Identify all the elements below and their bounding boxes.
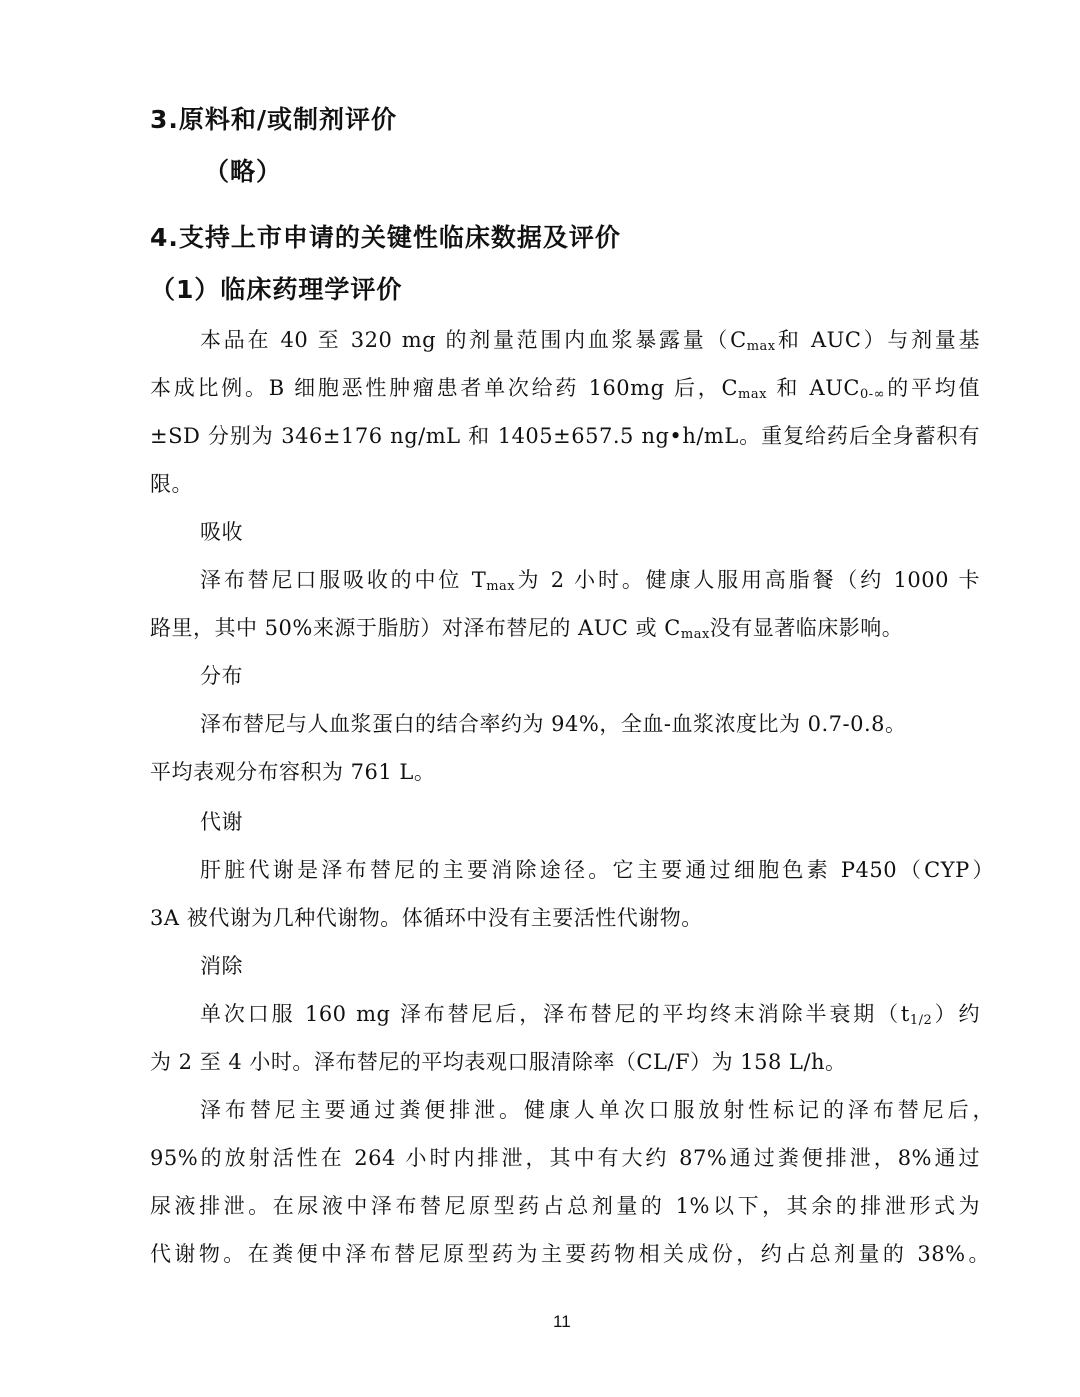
intro-line-3: ±SD 分别为 346±176 ng/mL 和 1405±657.5 ng•h/mL。重复给药后全身蓄积有 [150,424,980,448]
intro-line-1: 本品在 40 至 320 mg 的剂量范围内血浆暴露量（$C_{max}$和 AUC）与剂量基 [200,328,981,354]
elimination-line-2: 为 2 至 4 小时。泽布替尼的平均表观口服清除率（CL/F）为 158 L/h。 [150,1050,847,1074]
absorption-heading: 吸收 [200,520,243,544]
section-3-title: 3.原料和/或制剂评价 [150,105,398,134]
intro-line-2: 本成比例。B 细胞恶性肿瘤患者单次给药 160mg 后，$C_{max}$ 和 $AUC_{0-\infty}$的平均值 [150,376,980,402]
page-number: 11 [553,1312,571,1331]
elimination-line-1: 单次口服 160 mg 泽布替尼后，泽布替尼的平均终末消除半衰期$(t_{1/2})$约 [200,1002,981,1028]
elimination-heading: 消除 [200,954,243,978]
absorption-line-2: 路里，其中 50%来源于脂肪）对泽布替尼的 AUC 或 $C_{max}$没有显著临床影响。 [150,616,904,642]
distribution-line-2: 平均表观分布容积为 761 L。 [150,760,436,784]
excretion-line-4: 代谢物。在粪便中泽布替尼原型药为主要药物相关成份，约占总剂量的 38%。 [150,1242,990,1266]
distribution-heading: 分布 [200,664,243,688]
distribution-line-1: 泽布替尼与人血浆蛋白的结合率约为 94%，全血-血浆浓度比为 0.7-0.8。 [200,712,907,736]
excretion-line-3: 尿液排泄。在尿液中泽布替尼原型药占总剂量的 1%以下，其余的排泄形式为 [150,1194,980,1218]
section-4-title: 4.支持上市申请的关键性临床数据及评价 [150,223,621,252]
excretion-line-1: 泽布替尼主要通过粪便排泄。健康人单次口服放射性标记的泽布替尼后， [200,1098,994,1122]
metabolism-line-1: 肝脏代谢是泽布替尼的主要消除途径。它主要通过细胞色素 P450（CYP） [200,858,994,882]
excretion-line-2: 95%的放射活性在 264 小时内排泄，其中有大约 87%通过粪便排泄，8%通过 [150,1146,980,1170]
intro-line-4: 限。 [150,472,193,496]
absorption-line-1: 泽布替尼口服吸收的中位 $T_{max}$为 2 小时。健康人服用高脂餐（约 1000 卡 [200,568,980,594]
metabolism-line-2: 3A 被代谢为几种代谢物。体循环中没有主要活性代谢物。 [150,906,703,930]
section-3-omitted-note: （略） [204,157,283,186]
metabolism-heading: 代谢 [200,810,243,834]
subsection-1-title: （1）临床药理学评价 [150,275,403,304]
